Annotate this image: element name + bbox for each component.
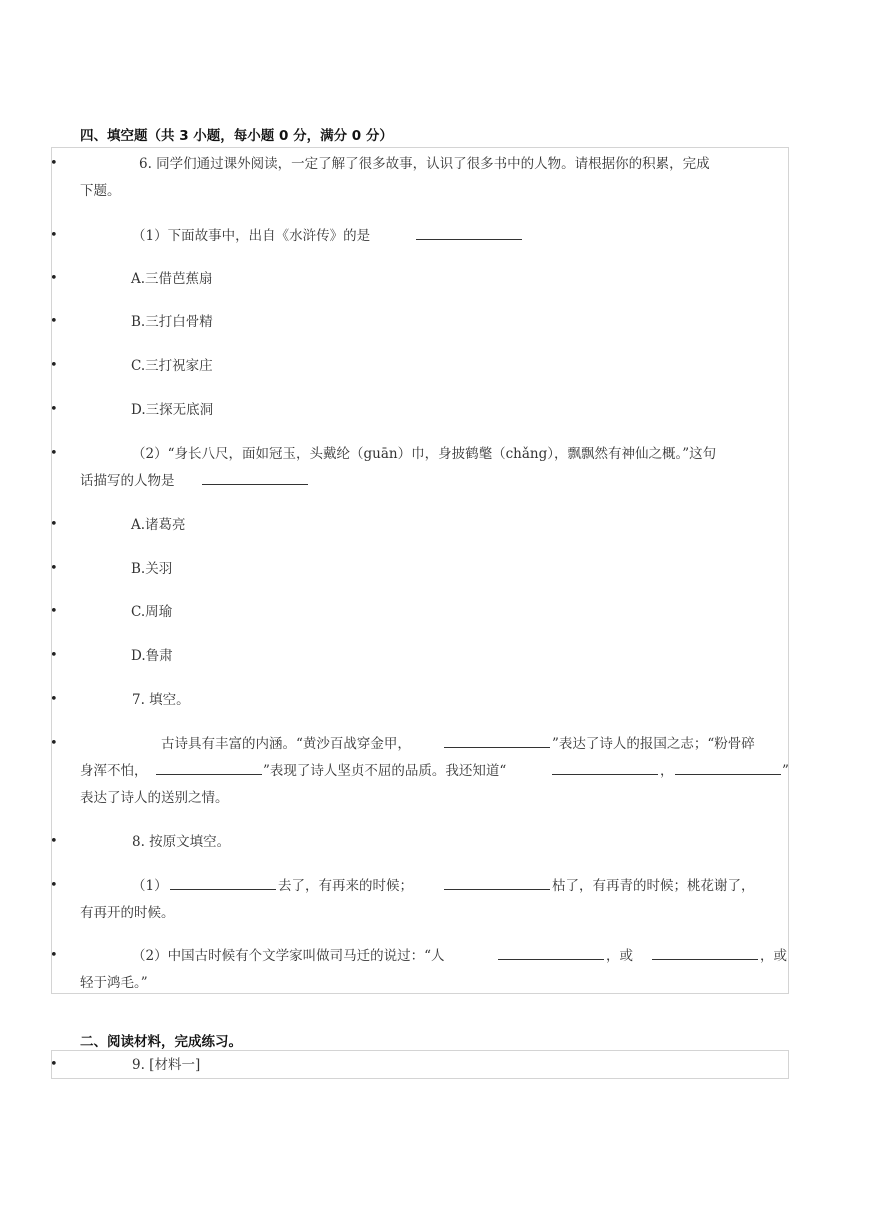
answer-blank[interactable] [498, 945, 604, 960]
question-text: 下题。 [80, 183, 121, 199]
option-text: B.关羽 [131, 561, 173, 577]
question-text: （2）“身长八尺，面如冠玉，头戴纶（guān）巾，身披鹤氅（chǎng），飘飘然有神仙之概。”这句 [132, 446, 717, 462]
question-text: 去了，有再来的时候； [278, 878, 413, 894]
question-text: 9. [材料一] [132, 1057, 201, 1073]
question-text: 古诗具有丰富的内涵。“黄沙百战穿金甲， [161, 736, 411, 752]
option-text: C.周瑜 [131, 604, 173, 620]
question-text: （2）中国古时候有个文学家叫做司马迁的说过：“人 [132, 948, 445, 964]
question-text: 枯了，有再青的时候；桃花谢了， [552, 878, 755, 894]
question-text: 8. 按原文填空。 [132, 834, 231, 850]
question-text: （1） [132, 878, 168, 894]
question-text: （1）下面故事中，出自《水浒传》的是 [132, 228, 371, 244]
question-text: ” [782, 763, 789, 779]
section-heading: 四、填空题（共 3 小题，每小题 0 分，满分 0 分） [80, 128, 393, 144]
question-box [51, 147, 789, 994]
answer-blank[interactable] [444, 733, 550, 748]
question-text: 有再开的时候。 [80, 905, 175, 921]
question-text: ，或 [606, 948, 633, 964]
bullet: • [50, 156, 58, 171]
bullet: • [50, 692, 58, 707]
bullet: • [50, 271, 58, 286]
question-text: 身浑不怕， [80, 763, 148, 779]
bullet: • [50, 948, 58, 963]
option-text: A.三借芭蕉扇 [131, 271, 213, 287]
answer-blank[interactable] [552, 760, 658, 775]
question-text: 轻于鸿毛。” [80, 975, 148, 991]
bullet: • [50, 446, 58, 461]
bullet: • [50, 228, 58, 243]
answer-blank[interactable] [444, 875, 550, 890]
bullet: • [50, 604, 58, 619]
bullet: • [50, 314, 58, 329]
answer-blank[interactable] [170, 875, 276, 890]
option-text: C.三打祝家庄 [131, 358, 213, 374]
option-text: B.三打白骨精 [131, 314, 213, 330]
bullet: • [50, 878, 58, 893]
bullet: • [50, 648, 58, 663]
question-text: 6. 同学们通过课外阅读，一定了解了很多故事，认识了很多书中的人物。请根据你的积累，完成 [139, 156, 710, 172]
option-text: A.诸葛亮 [131, 517, 186, 533]
answer-blank[interactable] [675, 760, 781, 775]
question-text: 话描写的人物是 [80, 473, 175, 489]
bullet: • [50, 834, 58, 849]
question-text: 7. 填空。 [132, 692, 190, 708]
question-text: ”表现了诗人坚贞不屈的品质。我还知道“ [263, 763, 507, 779]
section-heading: 二、阅读材料，完成练习。 [80, 1034, 242, 1050]
question-text: 表达了诗人的送别之情。 [80, 790, 229, 806]
bullet: • [50, 358, 58, 373]
question-text: ”表达了诗人的报国之志；“粉骨碎 [552, 736, 755, 752]
question-text: ， [660, 763, 674, 779]
bullet: • [50, 517, 58, 532]
option-text: D.鲁肃 [131, 648, 173, 664]
question-text: ，或 [760, 948, 787, 964]
answer-blank[interactable] [652, 945, 758, 960]
question-box [51, 1050, 789, 1079]
answer-blank[interactable] [156, 760, 262, 775]
bullet: • [50, 1057, 58, 1072]
answer-blank[interactable] [202, 470, 308, 485]
bullet: • [50, 736, 58, 751]
bullet: • [50, 561, 58, 576]
answer-blank[interactable] [416, 225, 522, 240]
option-text: D.三探无底洞 [131, 402, 214, 418]
bullet: • [50, 402, 58, 417]
